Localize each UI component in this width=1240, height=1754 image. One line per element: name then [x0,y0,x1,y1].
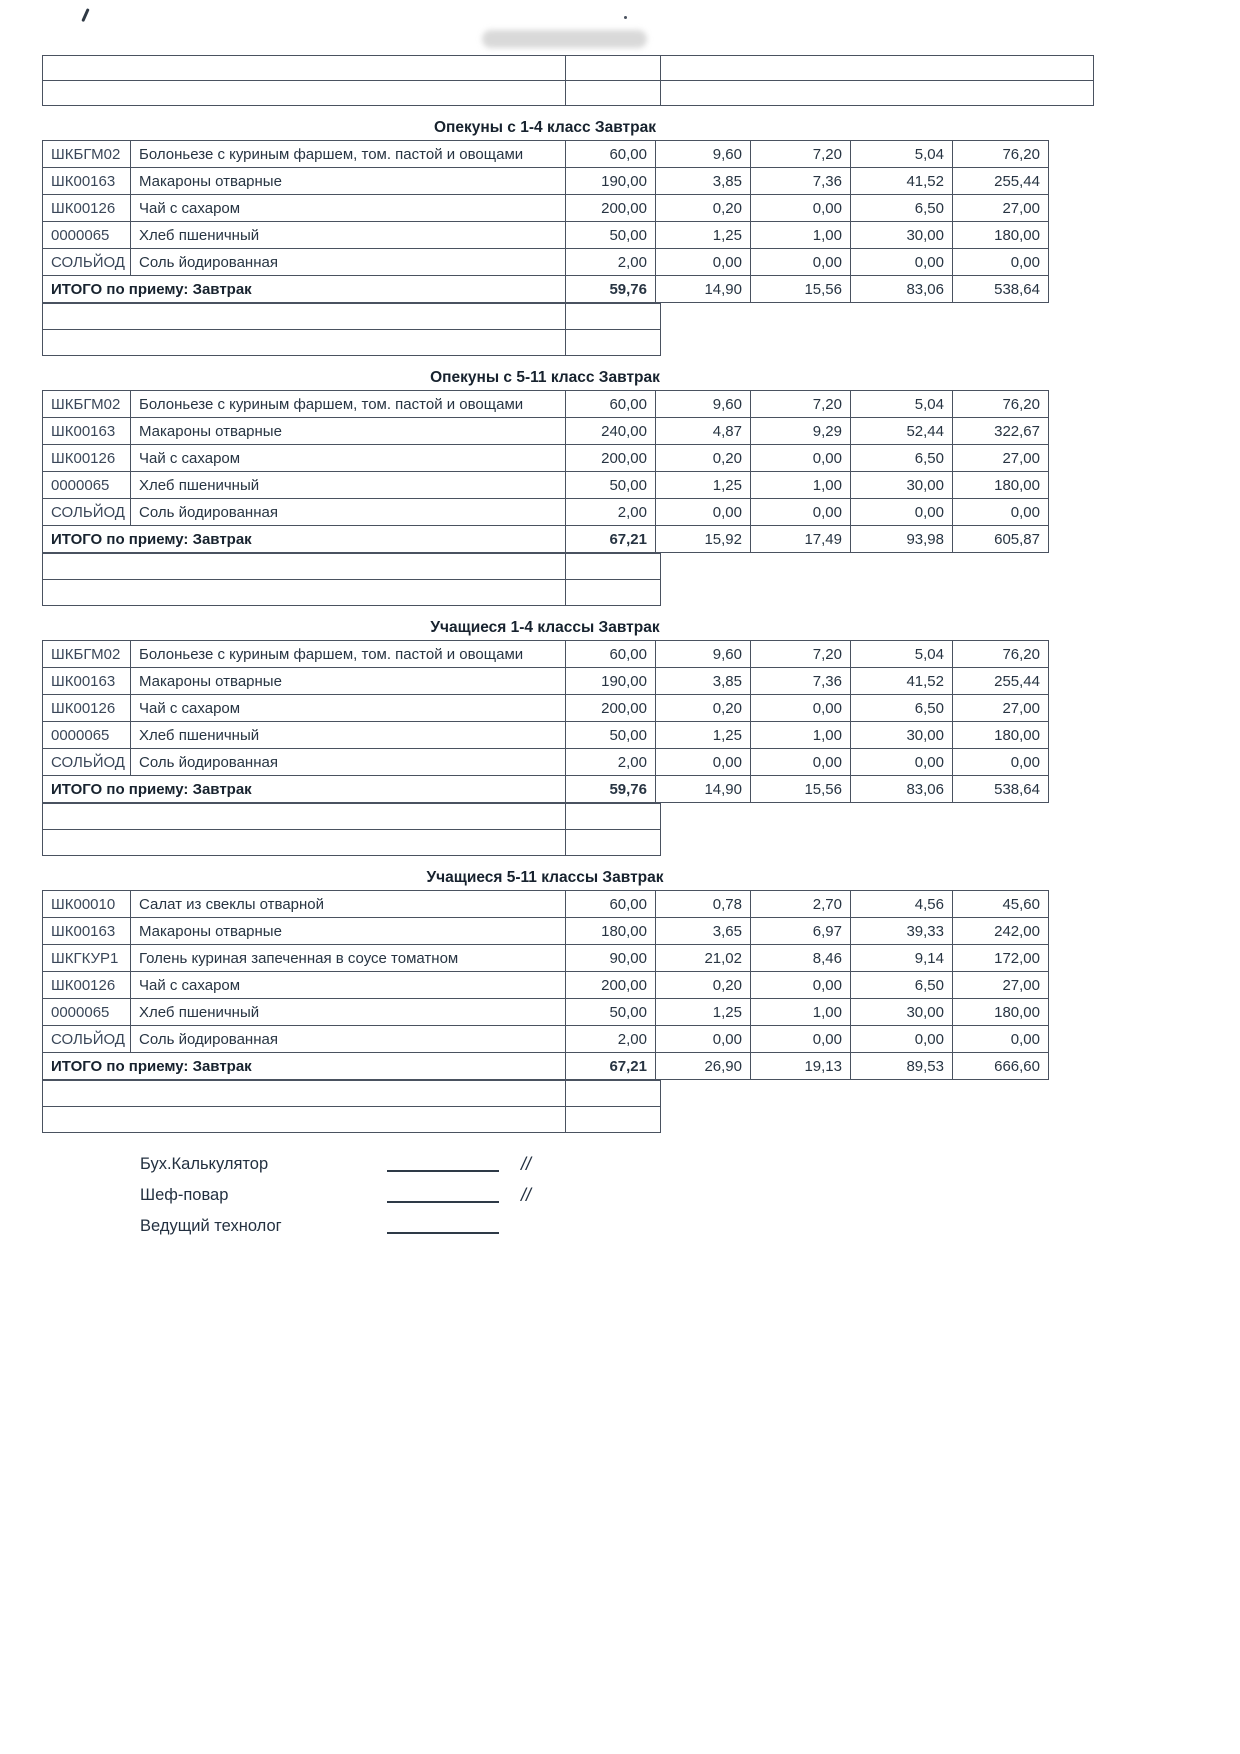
cell-value: 3,85 [656,668,751,695]
empty-cell [566,804,661,830]
cell-value: 180,00 [953,722,1049,749]
empty-cell [566,830,661,856]
total-value: 89,53 [851,1053,953,1080]
menu-row [43,445,1049,472]
total-value: 17,49 [751,526,851,553]
cell-value: 180,00 [953,222,1049,249]
empty-cell [43,830,566,856]
header-empty-row [43,56,1094,81]
cell-value: 0,00 [953,749,1049,776]
total-value: 59,76 [566,776,656,803]
total-value: 19,13 [751,1053,851,1080]
cell-value: 39,33 [851,918,953,945]
cell-value: 7,20 [751,641,851,668]
cell-value: 5,04 [851,391,953,418]
cell-value: 0,00 [751,972,851,999]
empty-cell [43,56,566,81]
cell-dish-name: Болоньезе с куриным фаршем, том. пастой и овощами [131,391,566,418]
cell-value: 5,04 [851,141,953,168]
menu-row [43,418,1049,445]
cell-value: 1,00 [751,722,851,749]
menu-row [43,472,1049,499]
cell-value: 9,29 [751,418,851,445]
signature-line [387,1232,499,1234]
cell-value: 0,00 [851,249,953,276]
empty-cell [661,81,1094,106]
cell-code: ШК00163 [43,668,131,695]
cell-value: 1,00 [751,222,851,249]
cell-value: 0,00 [751,195,851,222]
cell-value: 240,00 [566,418,656,445]
cell-value: 0,20 [656,195,751,222]
menu-table [42,640,1049,803]
cell-code: СОЛЬЙОД [43,249,131,276]
total-label: ИТОГО по приему: Завтрак [43,776,566,803]
total-value: 15,92 [656,526,751,553]
menu-row [43,141,1049,168]
total-value: 15,56 [751,276,851,303]
menu-row [43,918,1049,945]
trailer-empty-row [43,580,661,606]
cell-value: 0,00 [751,695,851,722]
cell-dish-name: Соль йодированная [131,249,566,276]
signature-line [387,1201,499,1203]
cell-value: 60,00 [566,641,656,668]
cell-value: 200,00 [566,972,656,999]
cell-value: 41,52 [851,168,953,195]
cell-value: 6,50 [851,695,953,722]
cell-value: 0,00 [953,249,1049,276]
cell-value: 322,67 [953,418,1049,445]
empty-cell [566,1107,661,1133]
total-label: ИТОГО по приему: Завтрак [43,1053,566,1080]
total-value: 59,76 [566,276,656,303]
empty-cell [566,304,661,330]
cell-value: 41,52 [851,668,953,695]
cell-value: 9,60 [656,391,751,418]
cell-value: 30,00 [851,222,953,249]
table-title: Учащиеся 5-11 классы Завтрак [426,869,664,886]
trailer-empty-row [43,830,661,856]
signature-label: Бух.Калькулятор [140,1155,269,1173]
menu-row [43,972,1049,999]
cell-value: 7,36 [751,168,851,195]
cell-value: 2,00 [566,749,656,776]
menu-row [43,945,1049,972]
cell-value: 52,44 [851,418,953,445]
cell-dish-name: Хлеб пшеничный [131,222,566,249]
total-row [43,776,1049,803]
cell-dish-name: Салат из свеклы отварной [131,891,566,918]
cell-code: 0000065 [43,472,131,499]
cell-code: 0000065 [43,999,131,1026]
total-value: 15,56 [751,776,851,803]
trailer-empty-table [42,1080,661,1133]
trailer-empty-row [43,304,661,330]
total-label: ИТОГО по приему: Завтрак [43,276,566,303]
cell-value: 1,25 [656,222,751,249]
cell-dish-name: Соль йодированная [131,499,566,526]
cell-value: 0,00 [751,249,851,276]
cell-value: 4,87 [656,418,751,445]
cell-dish-name: Соль йодированная [131,749,566,776]
cell-value: 9,14 [851,945,953,972]
signature-row [140,1180,1093,1211]
cell-value: 50,00 [566,999,656,1026]
cell-value: 30,00 [851,472,953,499]
cell-value: 60,00 [566,141,656,168]
cell-value: 27,00 [953,195,1049,222]
header-empty-table [42,55,1094,106]
empty-cell [43,304,566,330]
empty-cell [43,1081,566,1107]
trailer-empty-row [43,554,661,580]
total-value: 14,90 [656,276,751,303]
cell-value: 27,00 [953,445,1049,472]
cell-code: ШК00010 [43,891,131,918]
menu-row [43,249,1049,276]
cell-value: 1,25 [656,722,751,749]
total-value: 605,87 [953,526,1049,553]
cell-value: 0,00 [851,749,953,776]
table-title: Опекуны с 1-4 класс Завтрак [433,119,656,136]
cell-dish-name: Хлеб пшеничный [131,472,566,499]
cell-value: 45,60 [953,891,1049,918]
menu-row [43,722,1049,749]
cell-value: 242,00 [953,918,1049,945]
cell-dish-name: Макароны отварные [131,168,566,195]
pen-mark-artifact [81,8,89,22]
cell-value: 0,00 [656,249,751,276]
total-value: 538,64 [953,276,1049,303]
cell-value: 30,00 [851,722,953,749]
cell-code: ШКБГМ02 [43,641,131,668]
empty-cell [566,1081,661,1107]
cell-dish-name: Чай с сахаром [131,695,566,722]
empty-cell [566,580,661,606]
cell-value: 76,20 [953,391,1049,418]
signatures-block [140,1149,1093,1242]
menu-table [42,140,1049,303]
scanned-document-page [42,55,1093,1242]
table-title: Опекуны с 5-11 класс Завтрак [430,369,660,386]
cell-code: СОЛЬЙОД [43,749,131,776]
tables-container [42,119,1093,1133]
cell-code: ШКБГМ02 [43,391,131,418]
table-section [42,119,1093,356]
cell-value: 1,00 [751,999,851,1026]
cell-code: ШК00126 [43,695,131,722]
cell-code: 0000065 [43,222,131,249]
cell-code: СОЛЬЙОД [43,499,131,526]
menu-row [43,891,1049,918]
cell-code: ШК00163 [43,418,131,445]
cell-value: 76,20 [953,641,1049,668]
menu-row [43,222,1049,249]
empty-cell [43,554,566,580]
cell-value: 1,25 [656,472,751,499]
total-value: 26,90 [656,1053,751,1080]
cell-code: ШК00126 [43,195,131,222]
table-section [42,619,1093,856]
signature-label: Ведущий технолог [140,1217,282,1235]
cell-value: 6,97 [751,918,851,945]
cell-code: ШК00163 [43,168,131,195]
cell-value: 0,00 [953,499,1049,526]
menu-row [43,695,1049,722]
total-row [43,276,1049,303]
cell-value: 180,00 [953,999,1049,1026]
empty-cell [566,56,661,81]
signature-line [387,1170,499,1172]
empty-cell [43,330,566,356]
cell-dish-name: Макароны отварные [131,668,566,695]
menu-row [43,499,1049,526]
cell-dish-name: Болоньезе с куриным фаршем, том. пастой и овощами [131,141,566,168]
trailer-empty-row [43,804,661,830]
cell-value: 200,00 [566,445,656,472]
signature-label: Шеф-повар [140,1186,229,1204]
cell-value: 0,00 [751,445,851,472]
empty-cell [661,56,1094,81]
signature-slash: // [521,1154,532,1174]
cell-dish-name: Макароны отварные [131,418,566,445]
menu-row [43,668,1049,695]
cell-value: 76,20 [953,141,1049,168]
cell-value: 1,00 [751,472,851,499]
cell-code: СОЛЬЙОД [43,1026,131,1053]
total-row [43,1053,1049,1080]
cell-dish-name: Голень куриная запеченная в соусе томатном [131,945,566,972]
cell-dish-name: Хлеб пшеничный [131,722,566,749]
cell-value: 1,25 [656,999,751,1026]
cell-dish-name: Чай с сахаром [131,195,566,222]
menu-row [43,195,1049,222]
cell-value: 0,00 [751,1026,851,1053]
empty-cell [43,804,566,830]
cell-value: 90,00 [566,945,656,972]
cell-value: 60,00 [566,891,656,918]
cell-value: 3,65 [656,918,751,945]
cell-value: 2,00 [566,1026,656,1053]
total-value: 67,21 [566,526,656,553]
cell-value: 2,70 [751,891,851,918]
total-value: 538,64 [953,776,1049,803]
empty-cell [566,81,661,106]
cell-value: 0,00 [656,749,751,776]
cell-value: 255,44 [953,168,1049,195]
cell-value: 50,00 [566,222,656,249]
cell-value: 0,00 [656,1026,751,1053]
cell-value: 2,00 [566,249,656,276]
cell-value: 9,60 [656,141,751,168]
cell-value: 9,60 [656,641,751,668]
cell-value: 3,85 [656,168,751,195]
trailer-empty-table [42,303,661,356]
cell-value: 27,00 [953,972,1049,999]
trailer-empty-row [43,1081,661,1107]
cell-value: 4,56 [851,891,953,918]
total-value: 83,06 [851,276,953,303]
cell-value: 7,20 [751,391,851,418]
menu-table [42,390,1049,553]
cell-value: 0,00 [851,1026,953,1053]
cell-value: 0,00 [751,749,851,776]
smudge-artifact [482,30,647,48]
cell-value: 180,00 [566,918,656,945]
trailer-empty-table [42,803,661,856]
cell-code: 0000065 [43,722,131,749]
table-title: Учащиеся 1-4 классы Завтрак [430,619,660,636]
cell-value: 8,46 [751,945,851,972]
cell-value: 0,20 [656,695,751,722]
cell-value: 50,00 [566,722,656,749]
cell-value: 6,50 [851,445,953,472]
cell-value: 0,00 [656,499,751,526]
cell-value: 200,00 [566,695,656,722]
cell-value: 6,50 [851,972,953,999]
trailer-empty-table [42,553,661,606]
menu-row [43,749,1049,776]
ink-dot-artifact [624,16,627,19]
cell-value: 0,20 [656,445,751,472]
menu-row [43,1026,1049,1053]
cell-value: 5,04 [851,641,953,668]
signature-slash: // [521,1185,532,1205]
cell-value: 0,00 [851,499,953,526]
cell-dish-name: Чай с сахаром [131,972,566,999]
empty-cell [566,330,661,356]
cell-value: 7,20 [751,141,851,168]
header-empty-row [43,81,1094,106]
cell-dish-name: Чай с сахаром [131,445,566,472]
table-section [42,369,1093,606]
signature-row [140,1149,1093,1180]
total-value: 83,06 [851,776,953,803]
cell-value: 21,02 [656,945,751,972]
cell-value: 180,00 [953,472,1049,499]
cell-dish-name: Макароны отварные [131,918,566,945]
cell-value: 2,00 [566,499,656,526]
cell-value: 200,00 [566,195,656,222]
cell-value: 172,00 [953,945,1049,972]
table-section [42,869,1093,1133]
cell-value: 0,78 [656,891,751,918]
trailer-empty-row [43,330,661,356]
cell-value: 0,00 [751,499,851,526]
cell-dish-name: Соль йодированная [131,1026,566,1053]
cell-code: ШК00126 [43,972,131,999]
trailer-empty-row [43,1107,661,1133]
empty-cell [43,81,566,106]
cell-code: ШК00163 [43,918,131,945]
cell-value: 6,50 [851,195,953,222]
cell-code: ШКБГМ02 [43,141,131,168]
menu-row [43,168,1049,195]
cell-value: 7,36 [751,668,851,695]
menu-row [43,999,1049,1026]
total-value: 14,90 [656,776,751,803]
total-row [43,526,1049,553]
cell-value: 0,20 [656,972,751,999]
total-value: 666,60 [953,1053,1049,1080]
empty-cell [43,580,566,606]
cell-value: 60,00 [566,391,656,418]
menu-row [43,391,1049,418]
cell-value: 27,00 [953,695,1049,722]
menu-table [42,890,1049,1080]
total-value: 67,21 [566,1053,656,1080]
cell-value: 190,00 [566,668,656,695]
empty-cell [43,1107,566,1133]
cell-dish-name: Хлеб пшеничный [131,999,566,1026]
cell-value: 255,44 [953,668,1049,695]
empty-cell [566,554,661,580]
cell-dish-name: Болоньезе с куриным фаршем, том. пастой и овощами [131,641,566,668]
cell-value: 0,00 [953,1026,1049,1053]
signature-row [140,1211,1093,1242]
cell-value: 30,00 [851,999,953,1026]
total-value: 93,98 [851,526,953,553]
cell-value: 190,00 [566,168,656,195]
total-label: ИТОГО по приему: Завтрак [43,526,566,553]
cell-code: ШК00126 [43,445,131,472]
cell-code: ШКГКУР1 [43,945,131,972]
menu-row [43,641,1049,668]
cell-value: 50,00 [566,472,656,499]
